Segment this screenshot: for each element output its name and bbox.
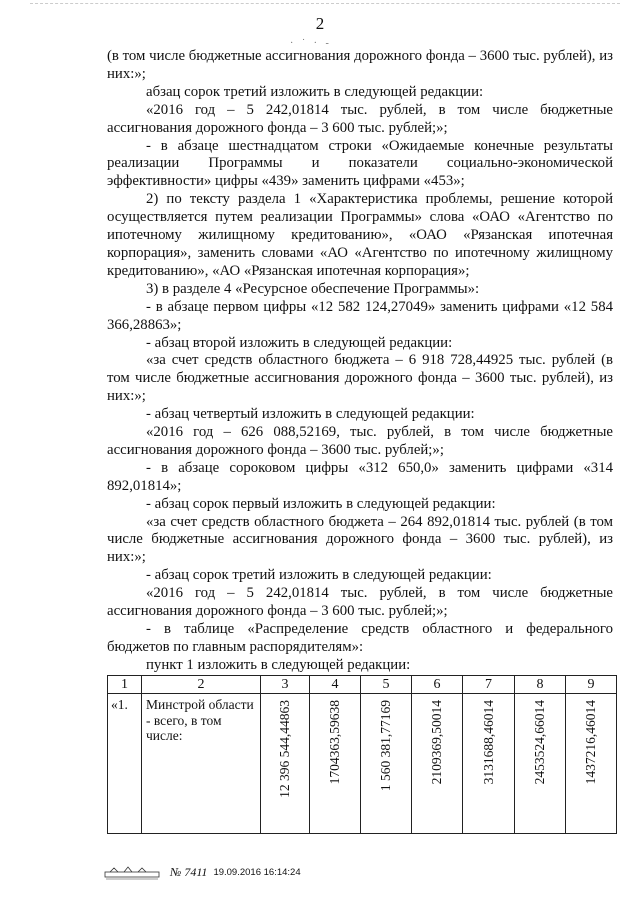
paragraph: - в абзаце первом цифры «12 582 124,27049» заменить цифрами «12 584 366,28863»; — [107, 298, 613, 333]
value-cell — [463, 694, 515, 834]
value-cell — [566, 694, 617, 834]
table-header-row — [108, 676, 617, 694]
table-header-cell: 1 — [108, 676, 142, 694]
value-cell — [261, 694, 310, 834]
paragraph: - в абзаце сороковом цифры «312 650,0» заменить цифрами «314 892,01814»; — [107, 459, 613, 494]
value-cell — [310, 694, 361, 834]
doc-datetime: 19.09.2016 16:14:24 — [213, 867, 301, 878]
value-text: 2453524,66014 — [532, 700, 547, 785]
document-body — [107, 48, 613, 675]
value-text: 1437216,46014 — [583, 700, 598, 785]
value-cell — [515, 694, 566, 834]
row-name-cell: Минстрой области - всего, в том числе: — [142, 694, 261, 834]
paragraph: «за счет средств областного бюджета – 264 892,01814 тыс. рублей (в том числе бюджетные ассигнования дорожного фонда – 3600 тыс. рублей), из них:»; — [107, 513, 613, 566]
paragraph: «за счет средств областного бюджета – 6 918 728,44925 тыс. рублей (в том числе бюджетные ассигнования дорожного фонда – 3600 тыс. рублей), из них:»; — [107, 352, 613, 405]
table-row — [108, 694, 617, 834]
value-cell — [412, 694, 463, 834]
paragraph: - в таблице «Распределение средств областного и федерального бюджетов по главным распорядителям»: — [107, 621, 613, 655]
registration-stamp — [170, 865, 301, 880]
value-text: 12 396 544,44863 — [277, 700, 292, 798]
paragraph: «2016 год – 626 088,52169, тыс. рублей, в том числе бюджетные ассигнования дорожного фонда – 3600 тыс. рублей;»; — [107, 424, 613, 458]
table-header-cell: 2 — [142, 676, 261, 694]
paragraph: - абзац сорок первый изложить в следующей редакции: — [146, 495, 496, 512]
top-edge-line — [30, 3, 620, 4]
table-header-cell: 4 — [310, 676, 361, 694]
paragraph: «2016 год – 5 242,01814 тыс. рублей, в том числе бюджетные ассигнования дорожного фонда – 3 600 тыс. рублей;»; — [107, 101, 613, 136]
scan-specks: · ˙ · - — [290, 38, 332, 49]
paragraph: - абзац четвертый изложить в следующей редакции: — [146, 406, 475, 423]
paragraph: абзац сорок третий изложить в следующей редакции: — [146, 83, 484, 100]
value-text: 1704363,59638 — [327, 700, 342, 785]
value-text: 1 560 381,77169 — [378, 700, 393, 792]
table-header-cell: 6 — [412, 676, 463, 694]
paragraph: - абзац сорок третий изложить в следующей редакции: — [146, 567, 492, 584]
value-text: 2109369,50014 — [429, 700, 444, 785]
row-number-cell: «1. — [108, 694, 142, 834]
table-header-cell: 7 — [463, 676, 515, 694]
table-header-cell: 8 — [515, 676, 566, 694]
paragraph: 3) в разделе 4 «Ресурсное обеспечение Программы»: — [146, 280, 480, 297]
doc-number: № 7411 — [170, 865, 208, 879]
budget-table — [107, 675, 617, 834]
table-header-cell: 3 — [261, 676, 310, 694]
table-header-cell: 9 — [566, 676, 617, 694]
paragraph: 2) по тексту раздела 1 «Характеристика проблемы, решение которой осуществляется путем реализации Программы» слова «ОАО «Агентство по ипотечному жилищному кредитованию», «ОАО «Рязанская ипотечная корпорация», заменить словами «АО «Агентство по ипотечному жилищному кредитованию», «АО «Рязанская ипотечная корпорация»; — [107, 191, 613, 279]
table-header-cell: 5 — [361, 676, 412, 694]
registry-logo-icon — [104, 866, 160, 880]
value-text: 3131688,46014 — [480, 700, 496, 785]
paragraph: «2016 год – 5 242,01814 тыс. рублей, в том числе бюджетные ассигнования дорожного фонда – 3 600 тыс. рублей;»; — [107, 585, 613, 620]
paragraph: пункт 1 изложить в следующей редакции: — [146, 656, 411, 673]
paragraph: - абзац второй изложить в следующей редакции: — [146, 334, 453, 351]
page-number: 2 — [315, 14, 325, 33]
document-footer — [104, 865, 301, 880]
paragraph: - в абзаце шестнадцатом строки «Ожидаемые конечные результаты реализации Программы и показатели социально-экономической эффективности» цифры «439» заменить цифрами «453»; — [107, 137, 613, 190]
value-cell — [361, 694, 412, 834]
paragraph: (в том числе бюджетные ассигнования дорожного фонда – 3600 тыс. рублей), из них:»; — [107, 48, 613, 82]
